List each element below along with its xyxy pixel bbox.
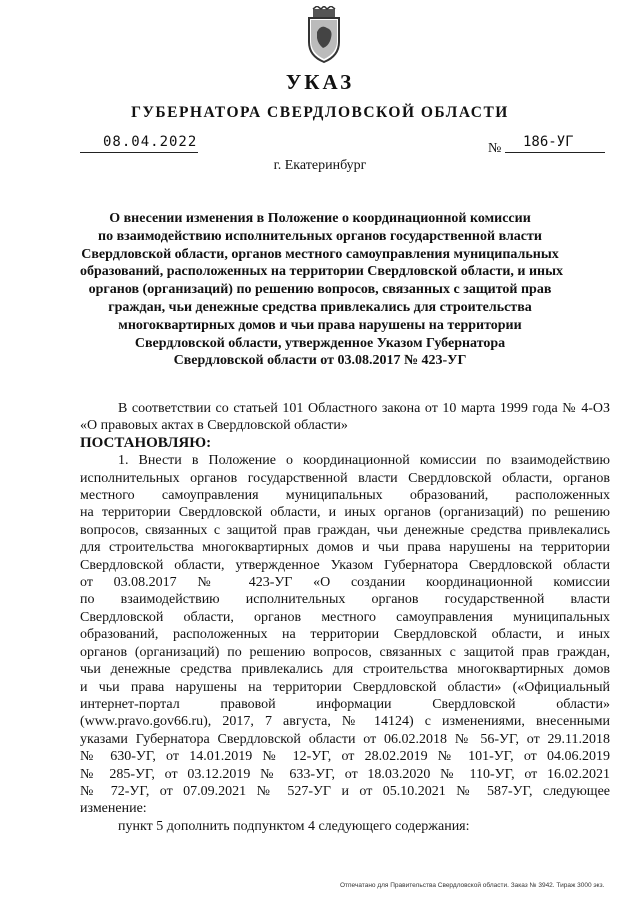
item-line: и чьи права нарушены на территории Свердловской области» («Официальный [80, 679, 610, 695]
print-footer: Отпечатано для Правительства Свердловской области. Заказ № 3942. Тираж 3000 экз. [340, 882, 605, 889]
item-line: исполнительных органов государственной власти Свердловской области, органов [80, 470, 610, 486]
document-title: УКАЗ [285, 70, 355, 94]
heading-line: О внесении изменения в Положение о координационной комиссии [109, 211, 531, 226]
heading-line: Свердловской области от 03.08.2017 № 423-УГ [173, 353, 467, 369]
item-line: № 72-УГ, от 07.09.2021 № 527-УГ и от 05.10.2021 № 587-УГ, следующее [80, 783, 610, 799]
item-line: местного самоуправления муниципальных образований, расположенных [80, 488, 610, 504]
heading-line: по взаимодействию исполнительных органов государственной власти [98, 228, 542, 244]
heading-line: Свердловской области, органов местного самоуправления муниципальных [81, 246, 559, 262]
item-line: вопросов, связанных с защитой прав граждан, чьи денежные средства привлекались [80, 522, 610, 538]
document-heading [80, 210, 564, 370]
item-1 [80, 452, 610, 818]
item-line: органов (организаций) по решению вопросов, связанных с защитой прав граждан, [80, 644, 610, 660]
item-line: (www.pravo.gov66.ru), 2017, 7 августа, № 14124) с изменениями, внесенными [80, 714, 610, 730]
item-line: на территории Свердловской области, и иных органов (организаций) по решению [80, 505, 610, 521]
heading-line: граждан, чьи денежные средства привлекались для строительства [108, 299, 532, 315]
intro-paragraph: В соответствии со статьей 101 Областного закона от 10 марта 1999 года № 4-ОЗ «О правовых актах в Свердловской области» [80, 401, 610, 434]
item-line: указами Губернатора Свердловской области от 06.02.2018 № 56-УГ, от 29.11.2018 [80, 731, 610, 747]
item-line: изменение: [80, 801, 147, 817]
coat-of-arms-icon [303, 6, 345, 64]
item-line: № 285-УГ, от 03.12.2019 № 633-УГ, от 18.03.2020 № 110-УГ, от 16.02.2021 [80, 766, 610, 782]
heading-line: Свердловской области, утвержденное Указом Губернатора [134, 335, 506, 351]
document-body [80, 400, 610, 835]
date-underline [80, 152, 198, 153]
heading-line: многоквартирных домов и чьи права нарушены на территории [118, 317, 522, 333]
city-label: г. Екатеринбург [273, 158, 367, 173]
heading-line: образований, расположенных на территории Свердловской области, и иных [80, 264, 564, 280]
number-sign: № [488, 141, 502, 156]
heading-line: органов (организаций) по решению вопросов, связанных с защитой прав [88, 282, 552, 298]
item-line: образований, расположенных на территории Свердловской области, и иных [80, 627, 610, 643]
item-line: для строительства многоквартирных домов и чьи права нарушены на территории [80, 540, 610, 556]
document-date: 08.04.2022 [103, 134, 198, 150]
item-line: 1. Внести в Положение о координационной комиссии по взаимодействию [118, 453, 610, 469]
decree-word: ПОСТАНОВЛЯЮ: [80, 434, 212, 451]
item-line: № 630-УГ, от 14.01.2019 № 12-УГ, от 28.02.2019 № 101-УГ, от 04.06.2019 [80, 749, 610, 765]
document-number: 186-УГ [523, 134, 574, 150]
item-line: интернет-портал правовой информации Свердловской области» [80, 696, 610, 712]
document-subtitle: ГУБЕРНАТОРА СВЕРДЛОВСКОЙ ОБЛАСТИ [131, 104, 509, 121]
subitem-paragraph: пункт 5 дополнить подпунктом 4 следующего содержания: [118, 818, 470, 834]
item-line: от 03.08.2017 № 423-УГ «О создании координационной комиссии [80, 575, 610, 591]
number-underline [505, 152, 605, 153]
item-line: Свердловской области, органов местного самоуправления муниципальных [80, 609, 610, 625]
item-line: по взаимодействию исполнительных органов государственной власти [80, 592, 610, 608]
item-line: чьи денежные средства привлекались для строительства многоквартирных домов [80, 662, 610, 678]
item-line: Свердловской области, утвержденное Указом Губернатора Свердловской области [80, 557, 610, 573]
